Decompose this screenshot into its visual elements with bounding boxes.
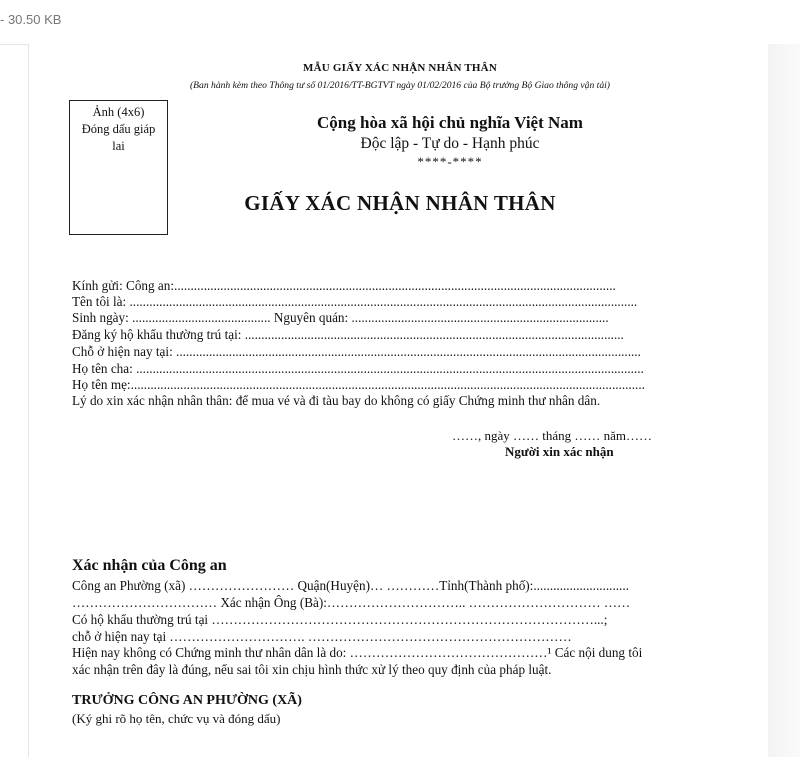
- national-motto: Độc lập - Tự do - Hạnh phúc: [360, 135, 540, 152]
- field-mother-name: Họ tên mẹ:............................................................................................................................................................: [72, 377, 645, 392]
- chief-title: TRƯỞNG CÔNG AN PHƯỜNG (XÃ): [72, 693, 302, 708]
- nation-heading: Cộng hòa xã hội chủ nghĩa Việt Nam: [317, 113, 583, 132]
- police-line-4: chỗ ở hiện nay tại …………………………. ……………………………………………………: [72, 629, 572, 644]
- viewer-margin: [768, 44, 800, 757]
- field-full-name: Tên tôi là: ..........................................................................................................................................................: [72, 294, 638, 309]
- form-title: MẪU GIẤY XÁC NHẬN NHÂN THÂN: [303, 62, 497, 74]
- field-father-name: Họ tên cha: ..........................................................................................................................................................: [72, 361, 644, 376]
- field-recipient: Kính gửi: Công an:......................................................................................................................................: [72, 278, 616, 293]
- photo-label-1: Ảnh (4x6): [92, 105, 145, 119]
- field-reason: Lý do xin xác nhận nhân thân: để mua vé và đi tàu bay do không có giấy Chứng minh thư nhân dân.: [72, 393, 601, 408]
- field-registered-address: Đăng ký hộ khẩu thường trú tại: ...................................................................................................................: [72, 327, 624, 342]
- police-line-5: Hiện nay không có Chứng minh thư nhân dân là do: ………………………………………¹ Các nội dung tôi: [72, 645, 643, 660]
- photo-label-3: lai: [112, 139, 125, 153]
- signature-label: Người xin xác nhận: [505, 444, 614, 459]
- photo-label-2: Đóng dấu giáp: [81, 122, 156, 136]
- viewer-toolbar: [0, 0, 800, 45]
- file-size-label: - 30.50 KB: [0, 12, 62, 27]
- police-line-2: …………………………… Xác nhận Ông (Bà):………………………….. ………………………… ……: [72, 595, 631, 610]
- police-line-3: Có hộ khẩu thường trú tại ……………………………………………………………………………...;: [72, 612, 608, 627]
- police-line-6: xác nhận trên đây là đúng, nếu sai tôi xin chịu hình thức xử lý theo quy định của pháp luật.: [72, 662, 552, 677]
- field-current-address: Chỗ ở hiện nay tại: .............................................................................................................................................: [72, 344, 641, 359]
- document-title: GIẤY XÁC NHẬN NHÂN THÂN: [244, 191, 556, 215]
- field-birth-origin: Sinh ngày: .......................................... Nguyên quán: ..............................................................................: [72, 310, 609, 325]
- signature-date: ……, ngày …… tháng …… năm……: [452, 428, 653, 443]
- police-line-1: Công an Phường (xã) …………………… Quận(Huyện)… …………Tỉnh(Thành phố):.............................: [72, 578, 629, 593]
- chief-note: (Ký ghi rõ họ tên, chức vụ và đóng dấu): [72, 711, 281, 726]
- form-subtitle: (Ban hành kèm theo Thông tư số 01/2016/TT-BGTVT ngày 01/02/2016 của Bộ trưởng Bộ Giao thông vận tải): [189, 80, 611, 91]
- police-section-title: Xác nhận của Công an: [72, 557, 227, 574]
- motto-divider: ****-****: [417, 154, 483, 169]
